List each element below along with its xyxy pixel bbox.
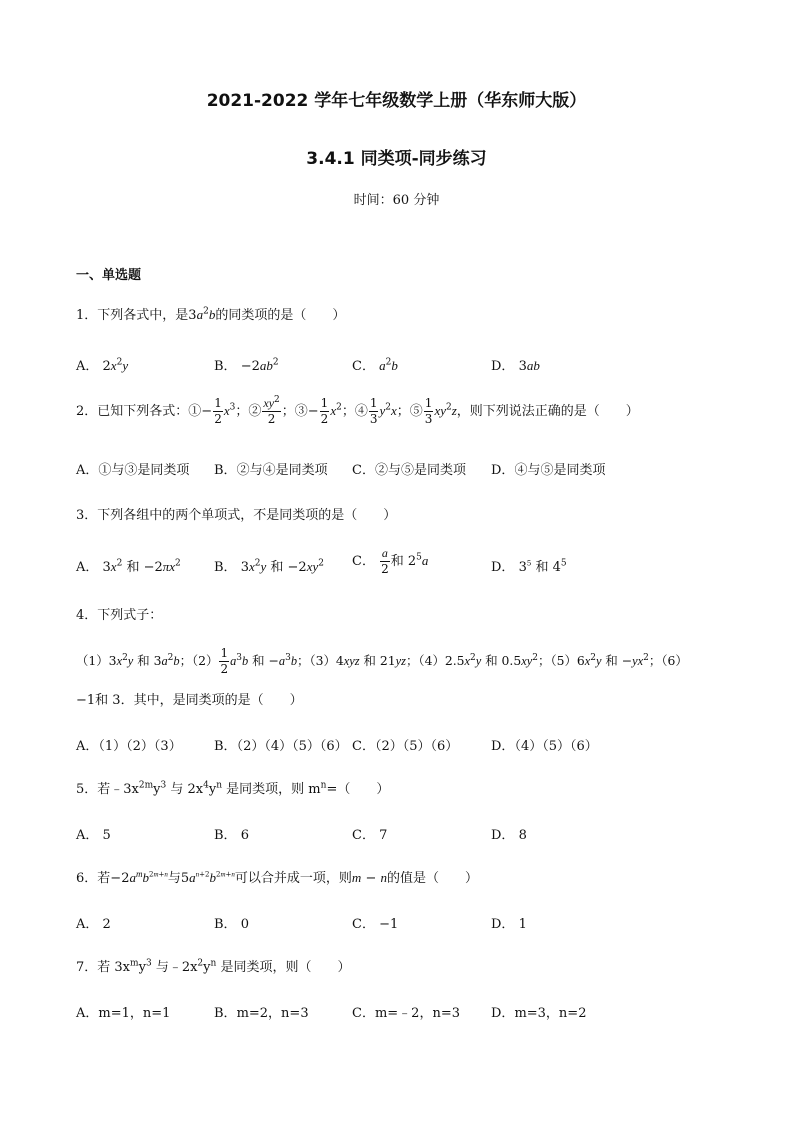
question-4: 4．下列式子： xyxy=(76,608,163,623)
question-6: 6．若$-2a^mb^{2m+n}$与$5a^{n+2}b^{2m+n}$可以合并成一项，则m − n的值是（ ） xyxy=(76,868,478,886)
math-expression: $5a^{n+2}b^{2m+n}$ xyxy=(180,870,235,886)
document-title: 2021-2022 学年七年级数学上册（华东师大版） xyxy=(206,91,587,111)
math-expression: $-2a^mb^{2m+n}$ xyxy=(110,868,168,886)
q2-option-b: B．②与④是同类项 xyxy=(214,463,328,478)
q5-option-d: D． 8 xyxy=(491,828,527,843)
q2-option-c: C．②与⑤是同类项 xyxy=(352,463,466,478)
q4-option-b: B．（2）（4）（5）（6） xyxy=(214,739,348,754)
question-number: 7． xyxy=(76,960,98,975)
math-expression: m − n xyxy=(351,870,387,886)
time-limit: 时间：60 分钟 xyxy=(353,193,440,208)
q1-option-c: C． $a^2b$ xyxy=(352,357,398,374)
q2-option-d: D．④与⑤是同类项 xyxy=(491,463,606,478)
q4-option-c: C．（2）（5）（6） xyxy=(352,739,459,754)
q7-option-b: B．m=2，n=3 xyxy=(214,1006,309,1021)
q4-option-d: D．（4）（5）（6） xyxy=(491,739,598,754)
q2-option-a: A．①与③是同类项 xyxy=(76,463,190,478)
q3-option-b: B． $3x^2y$ 和 $-2xy^2$ xyxy=(214,558,324,575)
question-5: 5．若$﹣3x^{2m}y^3$ 与 $2x^4y^n$ 是同类项，则 $m^n=$（ ） xyxy=(76,780,390,797)
question-number: 2． xyxy=(76,404,98,419)
q5-option-c: C． 7 xyxy=(352,828,388,843)
q1-option-d: D． 3ab xyxy=(491,358,540,374)
math-expression: $3a^2b$ xyxy=(188,306,216,323)
q1-option-b: B． $-2ab^2$ xyxy=(214,357,279,374)
question-number: 4． xyxy=(76,608,98,623)
q3-option-a: A． $3x^2$ 和 $-2\pi x^2$ xyxy=(76,558,181,575)
question-7: 7．若 $3x^my^3$ 与$﹣2x^2y^n$ 是同类项，则（ ） xyxy=(76,958,351,975)
q4-option-a: A．（1）（2）（3） xyxy=(76,739,182,754)
question-2: 2．已知下列各式：①− $\frac{1}{2}$ $x^3$；② $\frac{xy^2}{2}$ ；③− $\frac{1}{2}$ $x^2$；④ $\frac{1}{3}$ $y^2x$；⑤ $\frac{1}{3}$ $xy^2z$，则下列说法正确的是（ ） xyxy=(76,395,639,426)
question-number: 3． xyxy=(76,508,98,523)
q5-option-b: B． 6 xyxy=(214,828,249,843)
q6-option-c: C． −1 xyxy=(352,917,399,932)
q3-option-d: D． $3^5$ 和 $4^5$ xyxy=(491,558,567,575)
document-subtitle: 3.4.1 同类项-同步练习 xyxy=(306,149,487,169)
q6-option-b: B． 0 xyxy=(214,917,249,932)
q5-option-a: A． 5 xyxy=(76,828,111,843)
q6-option-d: D． 1 xyxy=(491,917,527,932)
question-number: 1． xyxy=(76,308,98,323)
section-heading: 一、单选题 xyxy=(76,268,142,283)
q7-option-a: A．m=1，n=1 xyxy=(76,1006,171,1021)
math-expression: ①− $\frac{1}{2}$ $x^3$；② $\frac{xy^2}{2}$ ；③− $\frac{1}{2}$ $x^2$；④ $\frac{1}{3}$ $y^2x$；⑤ $\frac{1}{3}$ $xy^2z$ xyxy=(188,395,457,426)
q4-line2: −1和 3．其中，是同类项的是（ ） xyxy=(76,693,303,708)
question-1: 1．下列各式中，是$3a^2b$的同类项的是（ ） xyxy=(76,306,346,323)
q7-option-d: D．m=3，n=2 xyxy=(491,1006,587,1021)
question-3: 3．下列各组中的两个单项式，不是同类项的是（ ） xyxy=(76,508,397,523)
q7-option-c: C．m=﹣2，n=3 xyxy=(352,1006,460,1021)
q6-option-a: A． 2 xyxy=(76,917,111,932)
q1-option-a: A． $2x^2y$ xyxy=(76,357,129,374)
q3-option-c: C． $\frac{a}{2}$ 和 $2^5a$ xyxy=(352,546,429,576)
question-number: 6． xyxy=(76,871,98,886)
q4-expressions: $(1)3x^2y$ 和 $3a^2b$；（2） $\frac{1}{2}$ $a^3b$ 和 $-a^3b$；（3）4xyz 和 21yz；$(4)2.5x^2y$ 和 $0.5xy^2$；$(5)6x^2y$ 和 $-yx^2$；（6） xyxy=(76,646,688,676)
question-number: 5． xyxy=(76,782,98,797)
